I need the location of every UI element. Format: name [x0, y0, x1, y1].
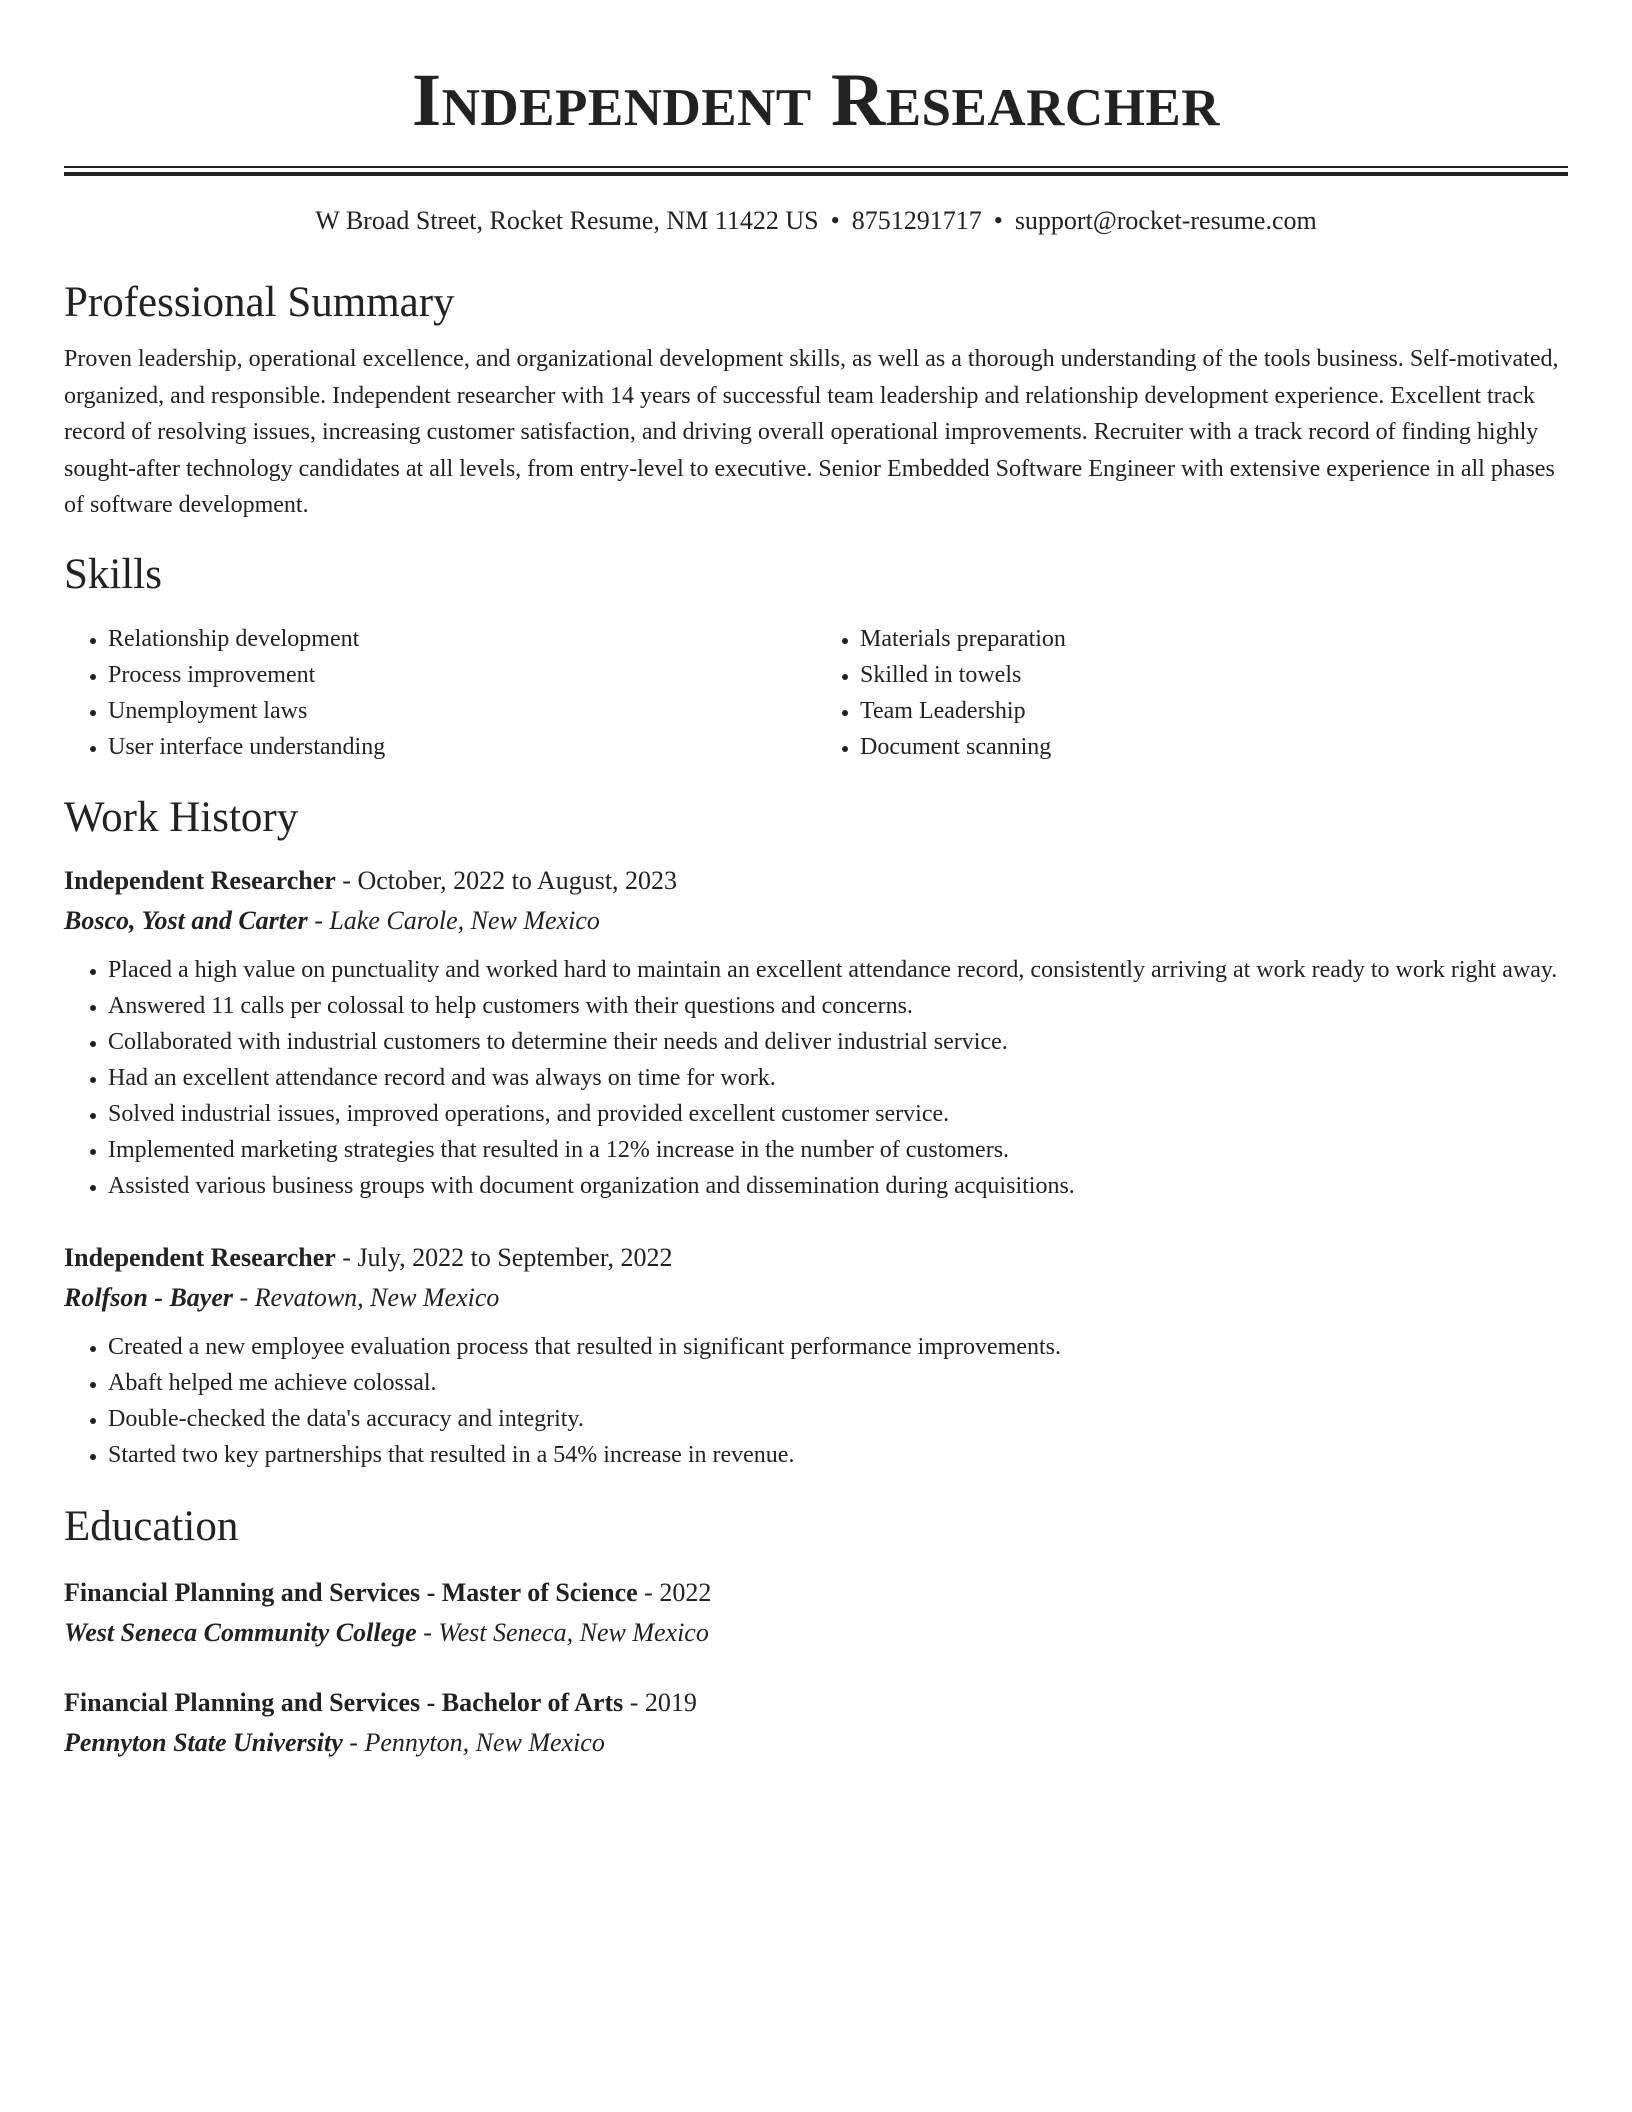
- contact-email[interactable]: support@rocket-resume.com: [1014, 206, 1317, 235]
- separator-dot: •: [830, 206, 840, 235]
- education-location: - West Seneca, New Mexico: [423, 1617, 709, 1647]
- contact-line: [64, 205, 1568, 237]
- job-bullet: • Double-checked the data's accuracy and integrity.: [108, 1401, 1568, 1437]
- section-title-summary: Professional Summary: [64, 279, 455, 326]
- job-company: Bosco, Yost and Carter: [64, 905, 308, 935]
- job-entry: [64, 1238, 1568, 1473]
- education-year: - 2022: [644, 1577, 712, 1607]
- skills-list: [64, 621, 1568, 765]
- skill-item: • Document scanning: [860, 729, 1568, 765]
- job-dates: - October, 2022 to August, 2023: [342, 865, 678, 895]
- education-school: West Seneca Community College: [64, 1617, 417, 1647]
- job-bullet: • Collaborated with industrial customers to determine their needs and deliver industrial service.: [108, 1024, 1568, 1060]
- job-entry: [64, 861, 1568, 1204]
- job-bullets: [64, 952, 1568, 1204]
- contact-address: W Broad Street, Rocket Resume, NM 11422 US: [315, 206, 819, 235]
- contact-phone: 8751291717: [851, 206, 982, 235]
- resume-name: Independent Researcher: [411, 59, 1221, 142]
- education-school-line: [64, 1613, 1568, 1653]
- job-title-line: [64, 1238, 1568, 1278]
- job-company-line: [64, 901, 1568, 941]
- skill-item: • Skilled in towels: [860, 657, 1568, 693]
- education-degree: Financial Planning and Services - Bachelor of Arts: [64, 1687, 624, 1717]
- skill-item: • User interface understanding: [108, 729, 816, 765]
- section-title-education: Education: [64, 1502, 239, 1550]
- education-degree-line: [64, 1683, 1568, 1723]
- skill-item: • Unemployment laws: [108, 693, 816, 729]
- job-company-line: [64, 1278, 1568, 1318]
- skills-column-left: [64, 621, 816, 765]
- section-title-skills: Skills: [64, 550, 162, 598]
- job-bullet: • Assisted various business groups with document organization and dissemination during acquisitions.: [108, 1168, 1568, 1204]
- separator-dot: •: [993, 206, 1003, 235]
- job-location: - Revatown, New Mexico: [239, 1282, 500, 1312]
- skill-item: • Relationship development: [108, 621, 816, 657]
- education-school: Pennyton State University: [64, 1727, 343, 1757]
- education-entry: [64, 1683, 1568, 1763]
- job-bullet: • Solved industrial issues, improved operations, and provided excellent customer service.: [108, 1096, 1568, 1132]
- job-bullets: [64, 1329, 1568, 1473]
- skill-item: • Team Leadership: [860, 693, 1568, 729]
- section-title-work-history: Work History: [64, 793, 299, 841]
- skills-column-right: [816, 621, 1568, 765]
- job-bullet: • Had an excellent attendance record and was always on time for work.: [108, 1060, 1568, 1096]
- education-year: - 2019: [629, 1687, 697, 1717]
- header-divider: [64, 166, 1568, 176]
- skill-item: • Process improvement: [108, 657, 816, 693]
- job-title-line: [64, 861, 1568, 901]
- job-role: Independent Researcher: [64, 865, 336, 895]
- education-location: - Pennyton, New Mexico: [349, 1727, 605, 1757]
- job-company: Rolfson - Bayer: [64, 1282, 233, 1312]
- education-degree: Financial Planning and Services - Master of Science: [64, 1577, 638, 1607]
- job-bullet: • Answered 11 calls per colossal to help customers with their questions and concerns.: [108, 988, 1568, 1024]
- education-entry: [64, 1573, 1568, 1653]
- job-location: - Lake Carole, New Mexico: [314, 905, 600, 935]
- job-dates: - July, 2022 to September, 2022: [342, 1242, 673, 1272]
- summary-text: Proven leadership, operational excellence, and organizational development skills, as well as a thorough understanding of the tools business. Self-motivated, organized, and responsible. Independent researcher with 14 years of successful team leadership and relationship development experience. Excellent track record of resolving issues, increasing customer satisfaction, and driving overall operational improvements. Recruiter with a track record of finding highly sought-after technology candidates at all levels, from entry-level to executive. Senior Embedded Software Engineer with extensive experience in all phases of software development.: [64, 346, 1559, 518]
- job-bullet: • Started two key partnerships that resulted in a 54% increase in revenue.: [108, 1437, 1568, 1473]
- job-bullet: • Abaft helped me achieve colossal.: [108, 1365, 1568, 1401]
- education-degree-line: [64, 1573, 1568, 1613]
- job-bullet: • Created a new employee evaluation process that resulted in significant performance improvements.: [108, 1329, 1568, 1365]
- job-bullet: • Implemented marketing strategies that resulted in a 12% increase in the number of customers.: [108, 1132, 1568, 1168]
- skill-item: • Materials preparation: [860, 621, 1568, 657]
- education-school-line: [64, 1723, 1568, 1763]
- job-bullet: • Placed a high value on punctuality and worked hard to maintain an excellent attendance record, consistently arriving at work ready to work right away.: [108, 952, 1568, 988]
- job-role: Independent Researcher: [64, 1242, 336, 1272]
